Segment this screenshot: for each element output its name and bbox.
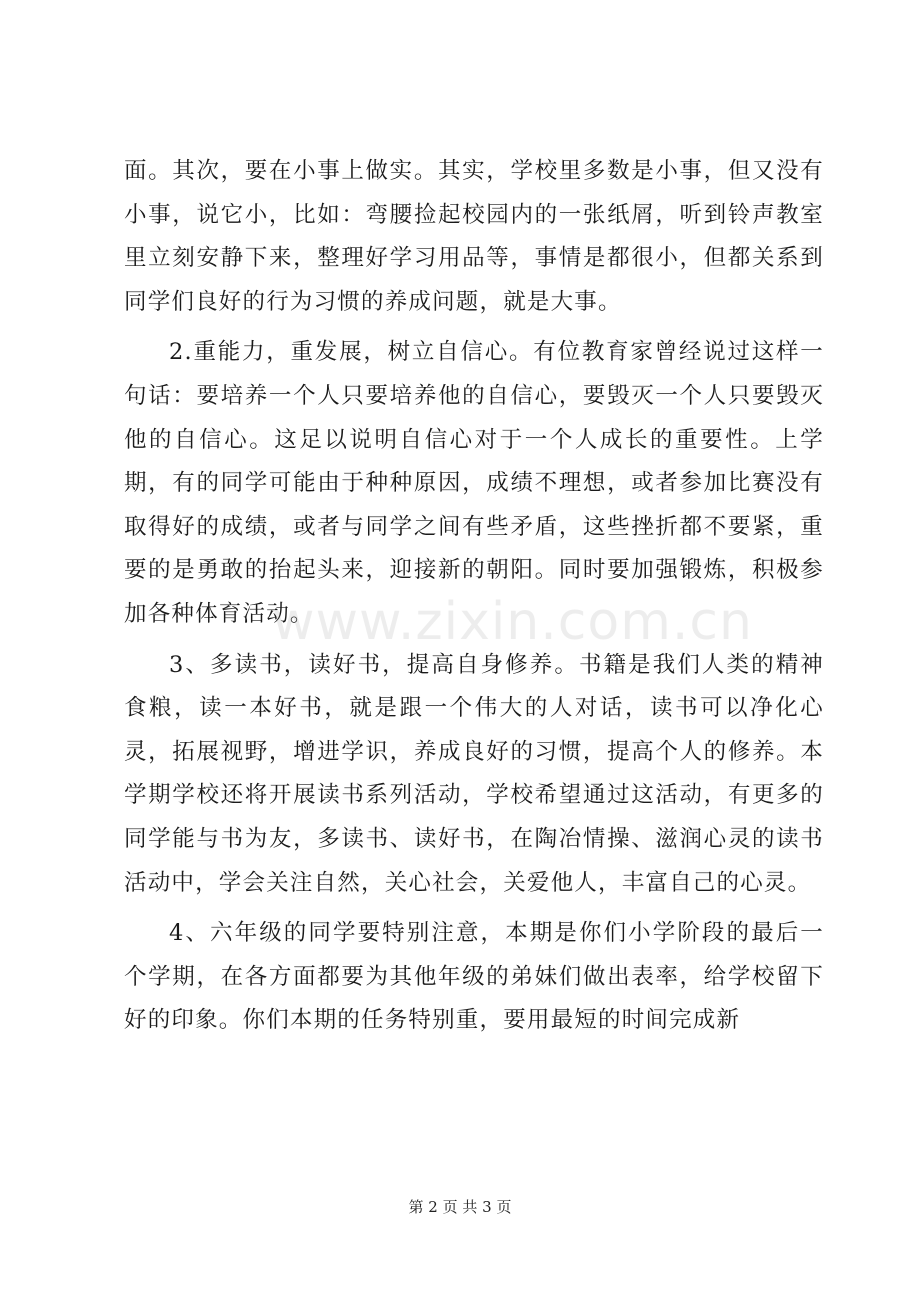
document-body <box>124 150 824 1043</box>
page-footer: 第 2 页 共 3 页 <box>408 1198 512 1216</box>
paragraph-1: 面。其次，要在小事上做实。其实，学校里多数是小事，但又没有小事，说它小，比如：弯腰捡起校园内的一张纸屑，听到铃声教室里立刻安静下来，整理好学习用品等，事情是都很小，但都关系到同学们良好的行为习惯的养成问题，就是大事。 <box>124 158 824 315</box>
paragraph-3: 3、多读书，读好书，提高自身修养。书籍是我们人类的精神食粮，读一本好书，就是跟一个伟大的人对话，读书可以净化心灵，拓展视野，增进学识，养成良好的习惯，提高个人的修养。本学期学校还将开展读书系列活动，学校希望通过这活动，有更多的同学能与书为友，多读书、读好书，在陶冶情操、滋润心灵的读书活动中，学会关注自然，关心社会，关爱他人，丰富自己的心灵。 <box>124 651 824 896</box>
watermark: www.zixin.com.cn <box>272 592 753 652</box>
paragraph-4: 4、六年级的同学要特别注意，本期是你们小学阶段的最后一个学期，在各方面都要为其他年级的弟妹们做出表率，给学校留下好的印象。你们本期的任务特别重，要用最短的时间完成新 <box>124 920 824 1034</box>
paragraph-2: 2.重能力，重发展，树立自信心。有位教育家曾经说过这样一句话：要培养一个人只要培养他的自信心，要毁灭一个人只要毁灭他的自信心。这足以说明自信心对于一个人成长的重要性。上学期，有的同学可能由于种种原因，成绩不理想，或者参加比赛没有取得好的成绩，或者与同学之间有些矛盾，这些挫折都不要紧，重要的是勇敢的抬起头来，迎接新的朝阳。同时要加强锻炼，积极参加各种体育活动。 <box>124 339 824 627</box>
